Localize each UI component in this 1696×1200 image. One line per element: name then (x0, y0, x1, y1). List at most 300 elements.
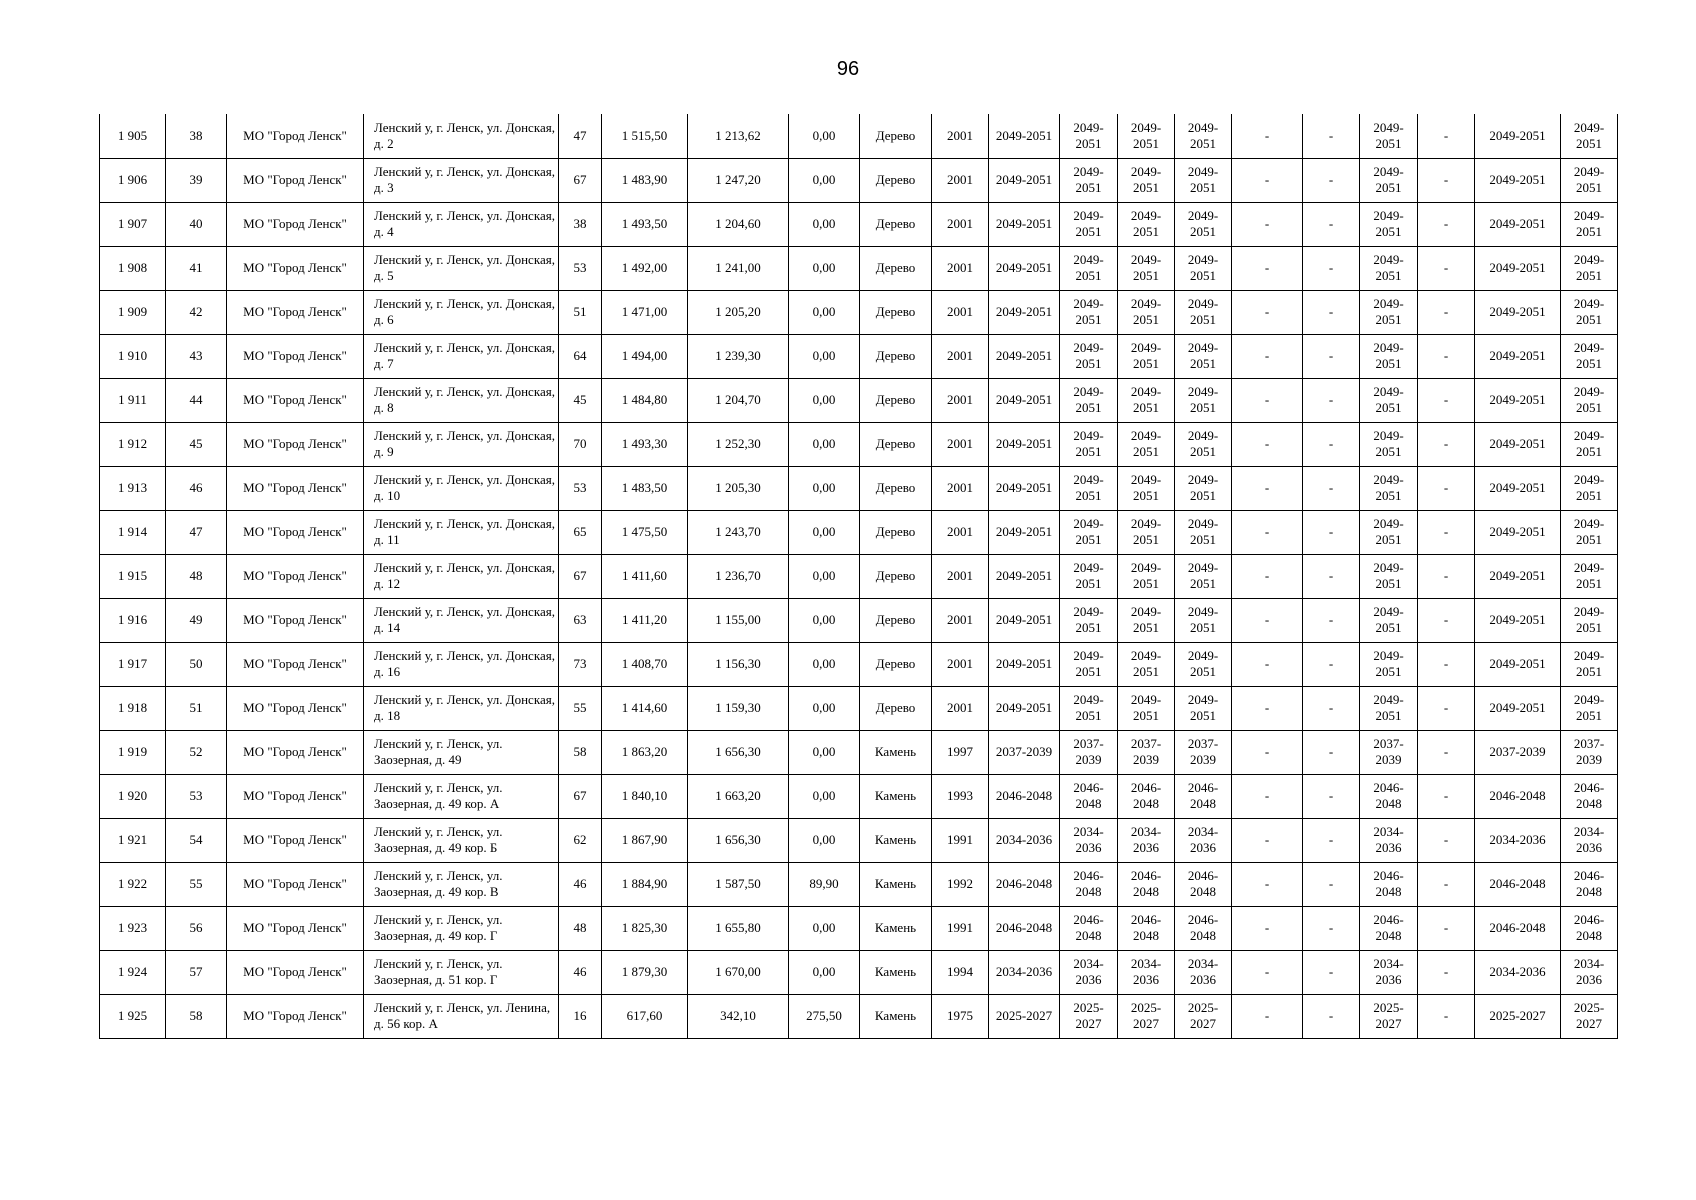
cell-wall-material: Дерево (860, 290, 932, 334)
cell-wall-material: Дерево (860, 202, 932, 246)
cell-period-electric: - (1232, 422, 1303, 466)
cell-period-facade: 2046-2048 (1060, 774, 1118, 818)
cell-total-area: 1 884,90 (602, 862, 688, 906)
cell-address: Ленский у, г. Ленск, ул. Донская, д. 14 (364, 598, 559, 642)
cell-period-foundation: 2049-2051 (1118, 466, 1175, 510)
cell-period-heating: 2034-2036 (1175, 818, 1232, 862)
cell-period-heating: 2049-2051 (1175, 246, 1232, 290)
cell-commissioning-year: 2001 (932, 598, 989, 642)
cell-period-facade: 2049-2051 (1060, 378, 1118, 422)
cell-period-facade: 2034-2036 (1060, 950, 1118, 994)
cell-period-gas: - (1303, 510, 1360, 554)
cell-period-elevator: - (1418, 422, 1475, 466)
cell-record-number: 1 917 (100, 642, 166, 686)
cell-period-water: 2049-2051 (1360, 378, 1418, 422)
cell-period-basement: 2037-2039 (1561, 730, 1618, 774)
cell-total-area: 1 867,90 (602, 818, 688, 862)
cell-total-area: 1 515,50 (602, 114, 688, 158)
cell-period-sewerage: 2049-2051 (1475, 202, 1561, 246)
cell-municipality: МО "Город Ленск" (227, 422, 364, 466)
cell-item-number: 48 (166, 554, 227, 598)
cell-period-facade: 2049-2051 (1060, 290, 1118, 334)
cell-municipality: МО "Город Ленск" (227, 598, 364, 642)
cell-period-foundation: 2049-2051 (1118, 378, 1175, 422)
cell-period-electric: - (1232, 378, 1303, 422)
cell-residents-count: 67 (559, 774, 602, 818)
cell-period-water: 2049-2051 (1360, 422, 1418, 466)
cell-period-facade: 2025-2027 (1060, 994, 1118, 1038)
cell-period-basement: 2049-2051 (1561, 466, 1618, 510)
cell-period-gas: - (1303, 202, 1360, 246)
cell-total-area: 1 483,50 (602, 466, 688, 510)
cell-commissioning-year: 1975 (932, 994, 989, 1038)
cell-period-roof: 2049-2051 (989, 158, 1060, 202)
cell-period-foundation: 2034-2036 (1118, 950, 1175, 994)
cell-period-electric: - (1232, 466, 1303, 510)
cell-residents-count: 55 (559, 686, 602, 730)
cell-item-number: 42 (166, 290, 227, 334)
cell-nonresidential-area: 0,00 (789, 686, 860, 730)
cell-item-number: 57 (166, 950, 227, 994)
cell-period-gas: - (1303, 686, 1360, 730)
table-row (100, 818, 1618, 862)
cell-address: Ленский у, г. Ленск, ул. Заозерная, д. 49 кор. Г (364, 906, 559, 950)
cell-commissioning-year: 2001 (932, 378, 989, 422)
cell-municipality: МО "Город Ленск" (227, 202, 364, 246)
cell-period-heating: 2049-2051 (1175, 554, 1232, 598)
cell-period-sewerage: 2049-2051 (1475, 510, 1561, 554)
cell-item-number: 54 (166, 818, 227, 862)
cell-living-area: 1 252,30 (688, 422, 789, 466)
cell-period-gas: - (1303, 906, 1360, 950)
cell-living-area: 1 205,30 (688, 466, 789, 510)
cell-item-number: 46 (166, 466, 227, 510)
cell-period-roof: 2034-2036 (989, 818, 1060, 862)
cell-municipality: МО "Город Ленск" (227, 642, 364, 686)
cell-period-roof: 2049-2051 (989, 290, 1060, 334)
cell-period-heating: 2049-2051 (1175, 290, 1232, 334)
cell-period-foundation: 2049-2051 (1118, 642, 1175, 686)
cell-wall-material: Камень (860, 774, 932, 818)
cell-period-facade: 2046-2048 (1060, 862, 1118, 906)
cell-residents-count: 70 (559, 422, 602, 466)
cell-period-sewerage: 2049-2051 (1475, 246, 1561, 290)
cell-period-electric: - (1232, 158, 1303, 202)
cell-period-electric: - (1232, 114, 1303, 158)
cell-period-gas: - (1303, 994, 1360, 1038)
cell-address: Ленский у, г. Ленск, ул. Донская, д. 5 (364, 246, 559, 290)
cell-municipality: МО "Город Ленск" (227, 994, 364, 1038)
cell-address: Ленский у, г. Ленск, ул. Донская, д. 9 (364, 422, 559, 466)
cell-record-number: 1 908 (100, 246, 166, 290)
cell-record-number: 1 915 (100, 554, 166, 598)
cell-period-basement: 2025-2027 (1561, 994, 1618, 1038)
cell-period-elevator: - (1418, 730, 1475, 774)
cell-period-water: 2049-2051 (1360, 202, 1418, 246)
cell-municipality: МО "Город Ленск" (227, 818, 364, 862)
cell-period-heating: 2049-2051 (1175, 378, 1232, 422)
cell-period-elevator: - (1418, 598, 1475, 642)
cell-commissioning-year: 1994 (932, 950, 989, 994)
cell-period-facade: 2049-2051 (1060, 554, 1118, 598)
cell-period-sewerage: 2025-2027 (1475, 994, 1561, 1038)
cell-period-sewerage: 2046-2048 (1475, 862, 1561, 906)
cell-period-gas: - (1303, 950, 1360, 994)
cell-period-facade: 2049-2051 (1060, 334, 1118, 378)
cell-period-foundation: 2049-2051 (1118, 114, 1175, 158)
cell-period-facade: 2049-2051 (1060, 158, 1118, 202)
cell-item-number: 43 (166, 334, 227, 378)
cell-address: Ленский у, г. Ленск, ул. Заозерная, д. 49 кор. Б (364, 818, 559, 862)
cell-municipality: МО "Город Ленск" (227, 510, 364, 554)
cell-period-roof: 2049-2051 (989, 114, 1060, 158)
cell-period-basement: 2046-2048 (1561, 774, 1618, 818)
cell-total-area: 1 411,60 (602, 554, 688, 598)
cell-living-area: 1 204,60 (688, 202, 789, 246)
cell-period-electric: - (1232, 642, 1303, 686)
cell-total-area: 1 840,10 (602, 774, 688, 818)
cell-period-roof: 2049-2051 (989, 334, 1060, 378)
cell-municipality: МО "Город Ленск" (227, 334, 364, 378)
cell-nonresidential-area: 0,00 (789, 906, 860, 950)
cell-period-water: 2049-2051 (1360, 290, 1418, 334)
cell-record-number: 1 925 (100, 994, 166, 1038)
cell-period-foundation: 2025-2027 (1118, 994, 1175, 1038)
cell-living-area: 1 213,62 (688, 114, 789, 158)
cell-living-area: 1 243,70 (688, 510, 789, 554)
table-row (100, 906, 1618, 950)
cell-period-facade: 2049-2051 (1060, 466, 1118, 510)
cell-period-gas: - (1303, 598, 1360, 642)
cell-nonresidential-area: 0,00 (789, 818, 860, 862)
cell-address: Ленский у, г. Ленск, ул. Донская, д. 2 (364, 114, 559, 158)
cell-address: Ленский у, г. Ленск, ул. Заозерная, д. 49 кор. А (364, 774, 559, 818)
cell-period-heating: 2049-2051 (1175, 466, 1232, 510)
table-row (100, 246, 1618, 290)
cell-total-area: 1 493,30 (602, 422, 688, 466)
cell-period-elevator: - (1418, 158, 1475, 202)
cell-wall-material: Камень (860, 906, 932, 950)
cell-period-water: 2034-2036 (1360, 950, 1418, 994)
cell-municipality: МО "Город Ленск" (227, 950, 364, 994)
cell-residents-count: 38 (559, 202, 602, 246)
cell-record-number: 1 913 (100, 466, 166, 510)
table-row (100, 730, 1618, 774)
cell-period-foundation: 2049-2051 (1118, 554, 1175, 598)
cell-wall-material: Камень (860, 950, 932, 994)
cell-wall-material: Дерево (860, 114, 932, 158)
cell-period-heating: 2049-2051 (1175, 158, 1232, 202)
cell-period-gas: - (1303, 422, 1360, 466)
cell-record-number: 1 918 (100, 686, 166, 730)
cell-nonresidential-area: 0,00 (789, 510, 860, 554)
cell-commissioning-year: 1993 (932, 774, 989, 818)
cell-period-sewerage: 2049-2051 (1475, 334, 1561, 378)
cell-commissioning-year: 2001 (932, 554, 989, 598)
cell-item-number: 50 (166, 642, 227, 686)
cell-residents-count: 73 (559, 642, 602, 686)
cell-record-number: 1 906 (100, 158, 166, 202)
cell-municipality: МО "Город Ленск" (227, 378, 364, 422)
cell-period-water: 2046-2048 (1360, 862, 1418, 906)
cell-period-electric: - (1232, 598, 1303, 642)
cell-address: Ленский у, г. Ленск, ул. Донская, д. 16 (364, 642, 559, 686)
cell-nonresidential-area: 0,00 (789, 774, 860, 818)
cell-period-basement: 2049-2051 (1561, 554, 1618, 598)
cell-period-heating: 2049-2051 (1175, 334, 1232, 378)
cell-residents-count: 16 (559, 994, 602, 1038)
cell-residents-count: 46 (559, 950, 602, 994)
cell-municipality: МО "Город Ленск" (227, 554, 364, 598)
cell-period-basement: 2049-2051 (1561, 202, 1618, 246)
table-body (100, 114, 1618, 1038)
cell-period-roof: 2049-2051 (989, 510, 1060, 554)
cell-municipality: МО "Город Ленск" (227, 246, 364, 290)
table-row (100, 554, 1618, 598)
cell-period-gas: - (1303, 554, 1360, 598)
cell-residents-count: 58 (559, 730, 602, 774)
cell-period-elevator: - (1418, 290, 1475, 334)
cell-period-foundation: 2049-2051 (1118, 598, 1175, 642)
cell-period-water: 2049-2051 (1360, 334, 1418, 378)
table-row (100, 642, 1618, 686)
cell-record-number: 1 909 (100, 290, 166, 334)
table-row (100, 598, 1618, 642)
cell-period-elevator: - (1418, 906, 1475, 950)
cell-period-sewerage: 2049-2051 (1475, 290, 1561, 334)
cell-living-area: 1 656,30 (688, 730, 789, 774)
cell-total-area: 1 414,60 (602, 686, 688, 730)
cell-item-number: 44 (166, 378, 227, 422)
cell-living-area: 1 239,30 (688, 334, 789, 378)
cell-period-roof: 2049-2051 (989, 202, 1060, 246)
cell-period-foundation: 2034-2036 (1118, 818, 1175, 862)
cell-period-gas: - (1303, 466, 1360, 510)
cell-period-basement: 2049-2051 (1561, 510, 1618, 554)
cell-item-number: 51 (166, 686, 227, 730)
cell-period-water: 2025-2027 (1360, 994, 1418, 1038)
table-row (100, 994, 1618, 1038)
cell-period-foundation: 2049-2051 (1118, 686, 1175, 730)
cell-period-elevator: - (1418, 510, 1475, 554)
cell-period-gas: - (1303, 862, 1360, 906)
cell-period-water: 2049-2051 (1360, 114, 1418, 158)
cell-address: Ленский у, г. Ленск, ул. Донская, д. 8 (364, 378, 559, 422)
cell-period-basement: 2049-2051 (1561, 290, 1618, 334)
cell-period-electric: - (1232, 950, 1303, 994)
cell-commissioning-year: 1997 (932, 730, 989, 774)
cell-period-elevator: - (1418, 686, 1475, 730)
cell-wall-material: Дерево (860, 686, 932, 730)
cell-living-area: 1 587,50 (688, 862, 789, 906)
cell-period-water: 2049-2051 (1360, 246, 1418, 290)
cell-period-facade: 2049-2051 (1060, 686, 1118, 730)
cell-address: Ленский у, г. Ленск, ул. Заозерная, д. 49 кор. В (364, 862, 559, 906)
table-row (100, 510, 1618, 554)
cell-period-electric: - (1232, 686, 1303, 730)
cell-commissioning-year: 2001 (932, 686, 989, 730)
cell-item-number: 52 (166, 730, 227, 774)
cell-address: Ленский у, г. Ленск, ул. Заозерная, д. 51 кор. Г (364, 950, 559, 994)
cell-total-area: 1 411,20 (602, 598, 688, 642)
cell-period-basement: 2046-2048 (1561, 906, 1618, 950)
cell-total-area: 1 492,00 (602, 246, 688, 290)
cell-period-foundation: 2049-2051 (1118, 422, 1175, 466)
cell-item-number: 55 (166, 862, 227, 906)
cell-residents-count: 46 (559, 862, 602, 906)
cell-period-electric: - (1232, 246, 1303, 290)
cell-period-gas: - (1303, 246, 1360, 290)
cell-item-number: 39 (166, 158, 227, 202)
cell-municipality: МО "Город Ленск" (227, 730, 364, 774)
cell-nonresidential-area: 0,00 (789, 422, 860, 466)
cell-record-number: 1 919 (100, 730, 166, 774)
cell-record-number: 1 911 (100, 378, 166, 422)
cell-period-elevator: - (1418, 774, 1475, 818)
cell-living-area: 1 204,70 (688, 378, 789, 422)
cell-period-basement: 2034-2036 (1561, 950, 1618, 994)
cell-period-facade: 2049-2051 (1060, 642, 1118, 686)
cell-item-number: 56 (166, 906, 227, 950)
cell-address: Ленский у, г. Ленск, ул. Донская, д. 7 (364, 334, 559, 378)
table-row (100, 334, 1618, 378)
cell-commissioning-year: 2001 (932, 334, 989, 378)
cell-period-facade: 2049-2051 (1060, 598, 1118, 642)
cell-living-area: 1 155,00 (688, 598, 789, 642)
cell-municipality: МО "Город Ленск" (227, 158, 364, 202)
cell-total-area: 1 475,50 (602, 510, 688, 554)
cell-nonresidential-area: 0,00 (789, 290, 860, 334)
cell-period-roof: 2049-2051 (989, 378, 1060, 422)
cell-period-heating: 2049-2051 (1175, 598, 1232, 642)
cell-nonresidential-area: 0,00 (789, 598, 860, 642)
cell-period-gas: - (1303, 378, 1360, 422)
cell-period-heating: 2025-2027 (1175, 994, 1232, 1038)
cell-commissioning-year: 1991 (932, 906, 989, 950)
cell-item-number: 41 (166, 246, 227, 290)
cell-municipality: МО "Город Ленск" (227, 114, 364, 158)
cell-period-sewerage: 2049-2051 (1475, 378, 1561, 422)
cell-item-number: 38 (166, 114, 227, 158)
cell-residents-count: 53 (559, 466, 602, 510)
cell-period-sewerage: 2046-2048 (1475, 774, 1561, 818)
cell-nonresidential-area: 0,00 (789, 730, 860, 774)
cell-period-foundation: 2046-2048 (1118, 906, 1175, 950)
cell-period-roof: 2049-2051 (989, 686, 1060, 730)
cell-residents-count: 63 (559, 598, 602, 642)
cell-address: Ленский у, г. Ленск, ул. Донская, д. 4 (364, 202, 559, 246)
cell-period-facade: 2034-2036 (1060, 818, 1118, 862)
cell-wall-material: Камень (860, 818, 932, 862)
cell-period-roof: 2034-2036 (989, 950, 1060, 994)
cell-period-heating: 2046-2048 (1175, 906, 1232, 950)
cell-residents-count: 67 (559, 158, 602, 202)
cell-municipality: МО "Город Ленск" (227, 466, 364, 510)
cell-period-roof: 2046-2048 (989, 862, 1060, 906)
cell-total-area: 1 484,80 (602, 378, 688, 422)
housing-register-table (99, 114, 1618, 1039)
cell-period-electric: - (1232, 818, 1303, 862)
cell-wall-material: Дерево (860, 510, 932, 554)
cell-period-gas: - (1303, 114, 1360, 158)
cell-period-electric: - (1232, 774, 1303, 818)
cell-period-basement: 2046-2048 (1561, 862, 1618, 906)
cell-wall-material: Дерево (860, 642, 932, 686)
cell-commissioning-year: 2001 (932, 114, 989, 158)
cell-commissioning-year: 1992 (932, 862, 989, 906)
cell-period-heating: 2034-2036 (1175, 950, 1232, 994)
cell-living-area: 1 159,30 (688, 686, 789, 730)
cell-period-elevator: - (1418, 950, 1475, 994)
cell-living-area: 1 247,20 (688, 158, 789, 202)
cell-item-number: 53 (166, 774, 227, 818)
cell-record-number: 1 914 (100, 510, 166, 554)
cell-commissioning-year: 2001 (932, 246, 989, 290)
cell-period-sewerage: 2046-2048 (1475, 906, 1561, 950)
cell-residents-count: 67 (559, 554, 602, 598)
cell-address: Ленский у, г. Ленск, ул. Ленина, д. 56 кор. А (364, 994, 559, 1038)
cell-period-sewerage: 2049-2051 (1475, 466, 1561, 510)
cell-period-heating: 2049-2051 (1175, 202, 1232, 246)
cell-nonresidential-area: 0,00 (789, 202, 860, 246)
cell-wall-material: Дерево (860, 334, 932, 378)
cell-period-electric: - (1232, 730, 1303, 774)
cell-period-gas: - (1303, 774, 1360, 818)
cell-residents-count: 51 (559, 290, 602, 334)
table-row (100, 114, 1618, 158)
cell-record-number: 1 916 (100, 598, 166, 642)
cell-period-sewerage: 2049-2051 (1475, 422, 1561, 466)
cell-period-foundation: 2049-2051 (1118, 158, 1175, 202)
cell-address: Ленский у, г. Ленск, ул. Заозерная, д. 49 (364, 730, 559, 774)
cell-commissioning-year: 2001 (932, 510, 989, 554)
cell-record-number: 1 907 (100, 202, 166, 246)
cell-nonresidential-area: 0,00 (789, 950, 860, 994)
cell-nonresidential-area: 0,00 (789, 158, 860, 202)
cell-living-area: 1 156,30 (688, 642, 789, 686)
cell-municipality: МО "Город Ленск" (227, 906, 364, 950)
cell-period-basement: 2049-2051 (1561, 158, 1618, 202)
cell-period-sewerage: 2049-2051 (1475, 158, 1561, 202)
cell-living-area: 1 236,70 (688, 554, 789, 598)
cell-living-area: 1 670,00 (688, 950, 789, 994)
cell-record-number: 1 923 (100, 906, 166, 950)
cell-period-elevator: - (1418, 334, 1475, 378)
cell-period-roof: 2049-2051 (989, 642, 1060, 686)
cell-period-roof: 2037-2039 (989, 730, 1060, 774)
cell-period-basement: 2049-2051 (1561, 422, 1618, 466)
cell-period-facade: 2046-2048 (1060, 906, 1118, 950)
cell-period-heating: 2049-2051 (1175, 510, 1232, 554)
table-row (100, 686, 1618, 730)
cell-period-sewerage: 2049-2051 (1475, 598, 1561, 642)
cell-period-elevator: - (1418, 114, 1475, 158)
cell-wall-material: Дерево (860, 466, 932, 510)
cell-nonresidential-area: 0,00 (789, 334, 860, 378)
page-number: 96 (836, 58, 860, 80)
cell-period-water: 2049-2051 (1360, 642, 1418, 686)
cell-period-heating: 2049-2051 (1175, 114, 1232, 158)
cell-period-water: 2049-2051 (1360, 158, 1418, 202)
cell-commissioning-year: 1991 (932, 818, 989, 862)
cell-item-number: 47 (166, 510, 227, 554)
cell-period-facade: 2049-2051 (1060, 114, 1118, 158)
cell-address: Ленский у, г. Ленск, ул. Донская, д. 6 (364, 290, 559, 334)
cell-period-gas: - (1303, 642, 1360, 686)
cell-period-sewerage: 2049-2051 (1475, 642, 1561, 686)
cell-residents-count: 64 (559, 334, 602, 378)
cell-period-facade: 2049-2051 (1060, 246, 1118, 290)
